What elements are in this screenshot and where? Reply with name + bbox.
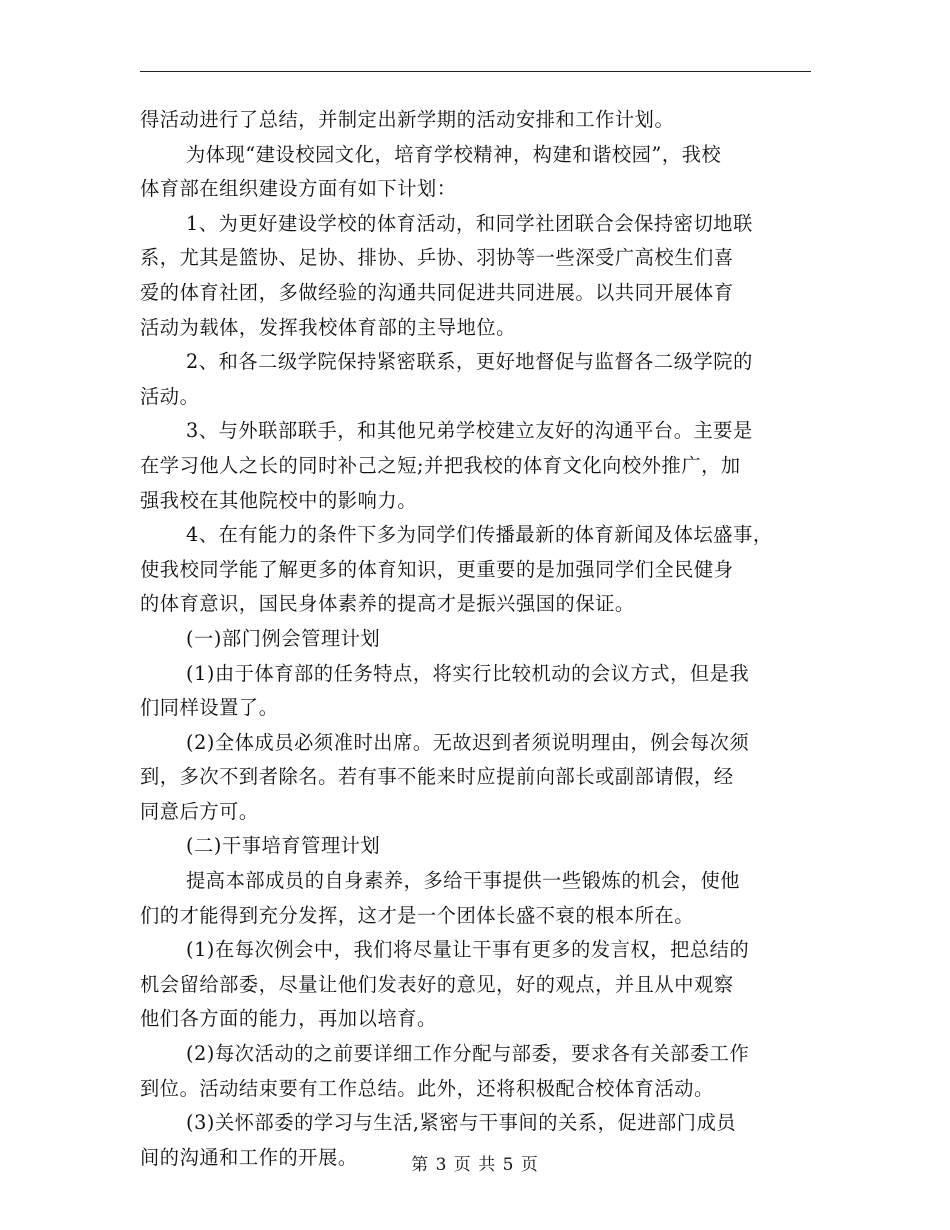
paragraph-8-line-2: 们同样设置了。 xyxy=(140,696,279,720)
paragraph-13-line-2: 到位。活动结束要有工作总结。此外，还将积极配合校体育活动。 xyxy=(140,1076,714,1100)
paragraph-14-line-1: (3)关怀部委的学习与生活,紧密与干事间的关系，促进部门成员 xyxy=(186,1111,737,1135)
paragraph-3-line-4: 活动为载体，发挥我校体育部的主导地位。 xyxy=(140,315,516,339)
paragraph-4-line-2: 活动。 xyxy=(140,384,200,408)
paragraph-8-line-1: (1)由于体育部的任务特点，将实行比较机动的会议方式，但是我 xyxy=(186,661,750,685)
paragraph-6-line-2: 使我校同学能了解更多的体育知识，更重要的是加强同学们全民健身 xyxy=(140,557,734,581)
paragraph-3-line-1: 1、为更好建设学校的体育活动，和同学社团联合会保持密切地联 xyxy=(186,211,753,235)
paragraph-3-line-3: 爱的体育社团，多做经验的沟通共同促进共同进展。以共同开展体育 xyxy=(140,280,734,304)
paragraph-4-line-1: 2、和各二级学院保持紧密联系，更好地督促与监督各二级学院的 xyxy=(186,350,753,374)
paragraph-3-line-2: 系，尤其是篮协、足协、排协、乒协、羽协等一些深受广高校生们喜 xyxy=(140,246,734,270)
paragraph-14-line-2: 间的沟通和工作的开展。 xyxy=(140,1145,358,1169)
header-rule xyxy=(140,71,811,72)
paragraph-9-line-3: 同意后方可。 xyxy=(140,799,259,823)
paragraph-5-line-1: 3、与外联部联手，和其他兄弟学校建立友好的沟通平台。主要是 xyxy=(186,419,753,443)
paragraph-11-line-1: 提高本部成员的自身素养，多给干事提供一些锻炼的机会，使他 xyxy=(186,869,741,893)
paragraph-11-line-2: 们的才能得到充分发挥，这才是一个团体长盛不衰的根本所在。 xyxy=(140,903,695,927)
paragraph-6-line-3: 的体育意识，国民身体素养的提高才是振兴强国的保证。 xyxy=(140,592,635,616)
paragraph-7-line-1: (一)部门例会管理计划 xyxy=(186,626,381,650)
paragraph-1-line-1: 得活动进行了总结，并制定出新学期的活动安排和工作计划。 xyxy=(140,108,675,131)
paragraph-12-line-3: 他们各方面的能力，再加以培育。 xyxy=(140,1007,437,1031)
paragraph-6-line-1: 4、在有能力的条件下多为同学们传播最新的体育新闻及体坛盛事， xyxy=(186,523,773,547)
paragraph-10-line-1: (二)干事培育管理计划 xyxy=(186,834,381,858)
page-footer: 第 3 页 共 5 页 xyxy=(411,1155,539,1175)
paragraph-12-line-1: (1)在每次例会中，我们将尽量让干事有更多的发言权，把总结的 xyxy=(186,938,750,962)
paragraph-5-line-3: 强我校在其他院校中的影响力。 xyxy=(140,488,418,512)
paragraph-2-line-2: 体育部在组织建设方面有如下计划： xyxy=(140,177,457,201)
paragraph-13-line-1: (2)每次活动的之前要详细工作分配与部委，要求各有关部委工作 xyxy=(186,1042,750,1066)
document-body xyxy=(140,103,815,1175)
paragraph-9-line-2: 到，多次不到者除名。若有事不能来时应提前向部长或副部请假，经 xyxy=(140,765,734,789)
paragraph-12-line-2: 机会留给部委，尽量让他们发表好的意见，好的观点，并且从中观察 xyxy=(140,972,734,996)
paragraph-5-line-2: 在学习他人之长的同时补己之短;并把我校的体育文化向校外推广，加 xyxy=(140,453,741,477)
paragraph-2-line-1: 为体现“建设校园文化，培育学校精神，构建和谐校园”，我校 xyxy=(186,142,722,166)
paragraph-9-line-1: (2)全体成员必须准时出席。无故迟到者须说明理由，例会每次须 xyxy=(186,730,750,754)
